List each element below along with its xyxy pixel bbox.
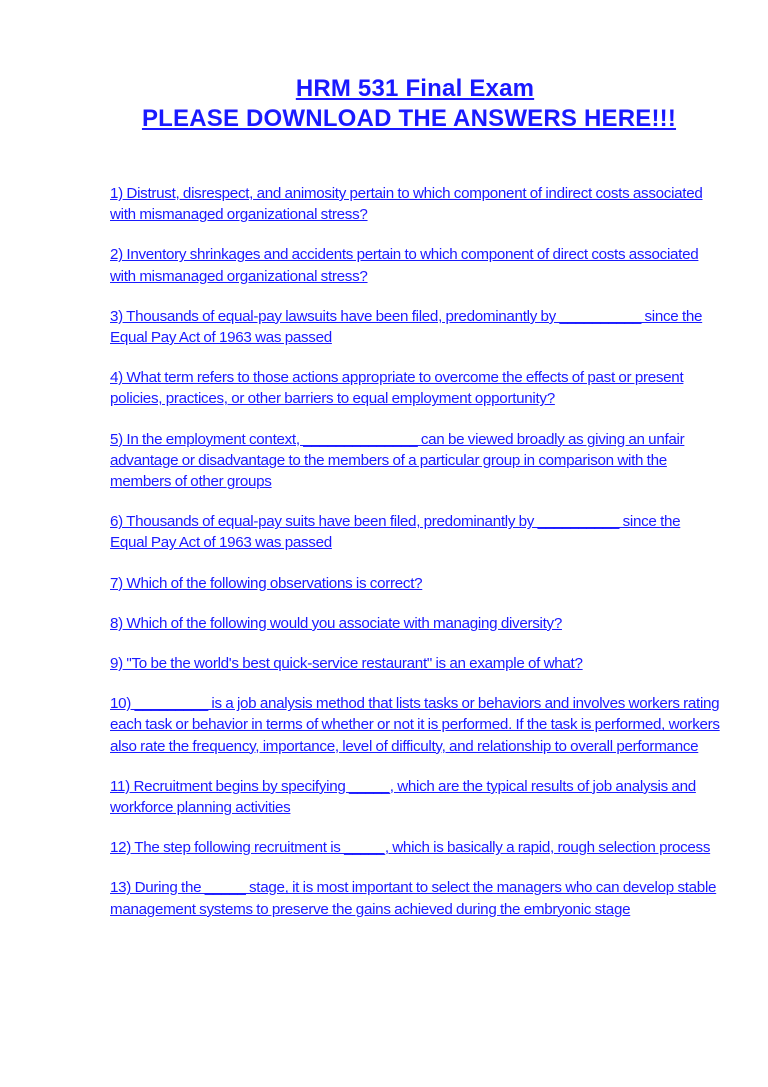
question-item bbox=[110, 837, 720, 858]
exam-title-link[interactable]: HRM 531 Final Exam bbox=[295, 75, 535, 102]
question-link[interactable]: 2) Inventory shrinkages and accidents pertain to which component of direct costs associated with mismanaged organizational stress? bbox=[110, 246, 699, 285]
question-link[interactable]: 3) Thousands of equal-pay lawsuits have been filed, predominantly by __________ since the Equal Pay Act of 1963 was passed bbox=[110, 307, 703, 347]
question-list bbox=[110, 183, 720, 939]
question-link[interactable]: 8) Which of the following would you associate with managing diversity? bbox=[110, 614, 562, 632]
question-item bbox=[110, 367, 720, 409]
question-item bbox=[110, 306, 720, 348]
question-link[interactable]: 12) The step following recruitment is _____, which is basically a rapid, rough selection process bbox=[110, 839, 711, 857]
question-item bbox=[110, 244, 720, 286]
question-item bbox=[110, 653, 720, 674]
question-item bbox=[110, 693, 720, 757]
question-link[interactable]: 13) During the _____ stage, it is most important to select the managers who can develop stable management systems to preserve the gains achieved during the embryonic stage bbox=[110, 879, 717, 918]
question-link[interactable]: 7) Which of the following observations is correct? bbox=[110, 574, 423, 592]
download-answers-link[interactable]: PLEASE DOWNLOAD THE ANSWERS HERE!!! bbox=[141, 105, 677, 132]
question-item bbox=[110, 511, 720, 553]
question-item bbox=[110, 776, 720, 818]
document-header bbox=[0, 74, 768, 134]
question-link[interactable]: 4) What term refers to those actions appropriate to overcome the effects of past or present policies, practices, or other barriers to equal employment opportunity? bbox=[110, 369, 684, 408]
question-link[interactable]: 5) In the employment context, ______________ can be viewed broadly as giving an unfair advantage or disadvantage to the members of a particular group in comparison with the members of other groups bbox=[110, 430, 685, 491]
question-item bbox=[110, 573, 720, 594]
question-item bbox=[110, 613, 720, 634]
question-link[interactable]: 6) Thousands of equal-pay suits have been filed, predominantly by __________ since the Equal Pay Act of 1963 was passed bbox=[110, 513, 681, 552]
question-item bbox=[110, 429, 720, 493]
question-item bbox=[110, 877, 720, 919]
question-link[interactable]: 11) Recruitment begins by specifying _____, which are the typical results of job analysis and workforce planning activities bbox=[110, 777, 696, 817]
question-link[interactable]: 1) Distrust, disrespect, and animosity pertain to which component of indirect costs associated with mismanaged organizational stress? bbox=[110, 185, 703, 224]
question-link[interactable]: 10) _________ is a job analysis method that lists tasks or behaviors and involves workers rating each task or behavior in terms of whether or not it is performed. If the task is performed, workers also rate the frequency, importance, level of difficulty, and relationship to overall performance bbox=[110, 695, 720, 755]
question-item bbox=[110, 183, 720, 225]
question-link[interactable]: 9) "To be the world's best quick-service restaurant" is an example of what? bbox=[110, 655, 583, 673]
